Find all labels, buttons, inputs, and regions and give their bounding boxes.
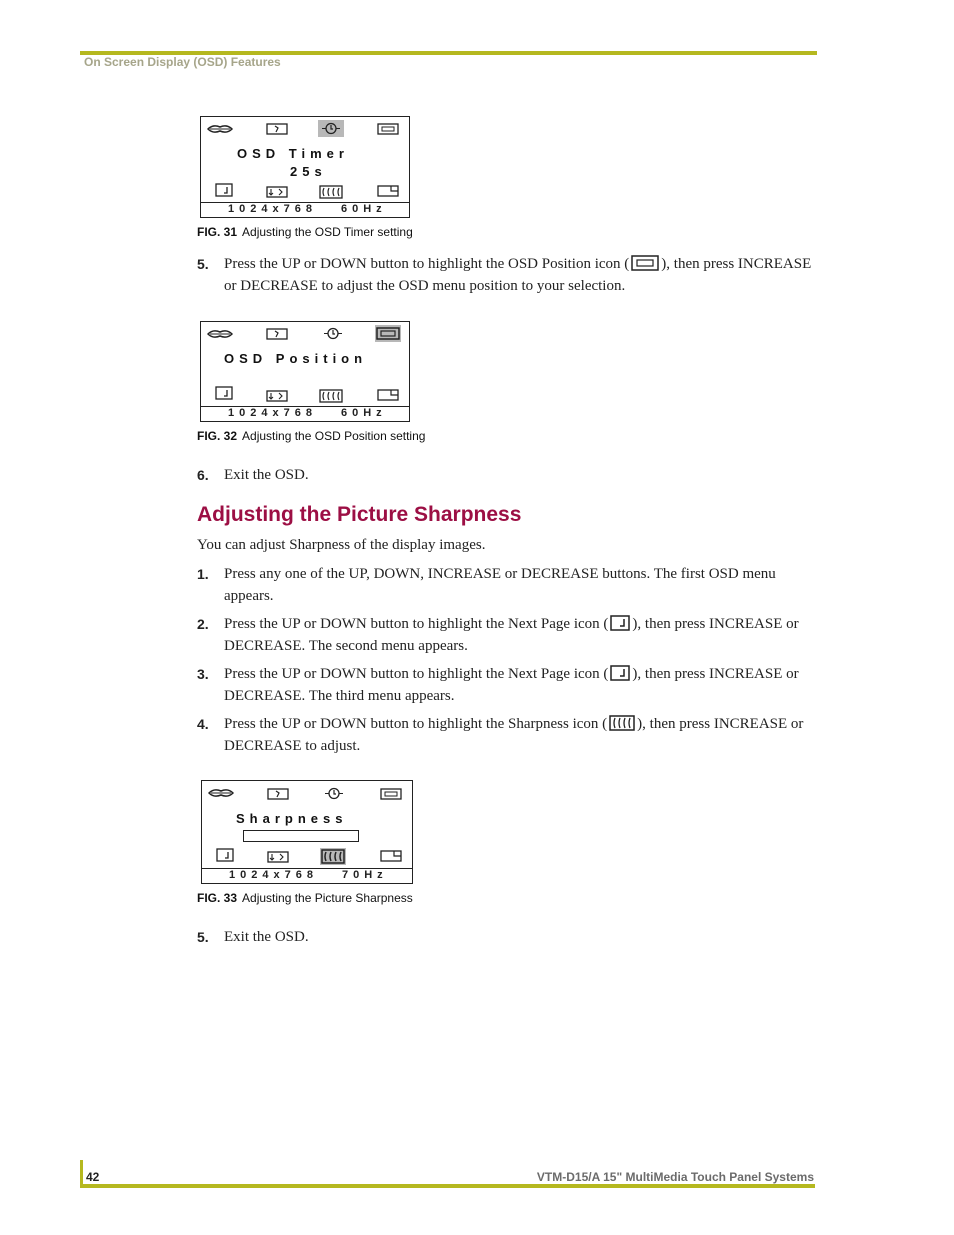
step-text: Exit the OSD. <box>224 929 309 945</box>
osd-value: 25s <box>290 164 327 179</box>
step-text: Press any one of the UP, DOWN, INCREASE or DECREASE buttons. The first OSD menu appears. <box>224 566 776 604</box>
input-select-icon <box>267 851 289 863</box>
step-item <box>197 663 817 707</box>
timer-icon <box>322 326 344 341</box>
osd-title: Sharpness <box>236 811 348 826</box>
status-bar <box>201 406 409 421</box>
step-text: ), then press INCREASE or DECREASE. The third menu appears. <box>224 666 799 704</box>
resolution-text: 1024x768 <box>228 203 317 215</box>
sharpness-icon <box>320 848 346 865</box>
status-bar <box>201 202 409 217</box>
next-page-icon <box>610 614 630 631</box>
step-text: Press the UP or DOWN button to highlight the Next Page icon ( <box>224 666 609 682</box>
step-text: Exit the OSD. <box>224 467 309 483</box>
running-header: On Screen Display (OSD) Features <box>84 55 281 69</box>
step-number: 5. <box>197 929 209 945</box>
step-number: 5. <box>197 256 209 272</box>
page-corner-icon <box>377 389 399 401</box>
sharpness-icon <box>609 715 635 731</box>
footer-title: VTM-D15/A 15" MultiMedia Touch Panel Systems <box>536 1170 814 1184</box>
step-item <box>197 926 817 948</box>
timer-icon <box>318 120 344 137</box>
figure-caption <box>197 891 413 905</box>
refresh-text: 70Hz <box>342 869 388 881</box>
step-number: 6. <box>197 467 209 483</box>
input-select-icon <box>266 186 288 198</box>
sharpness-icon <box>319 389 343 403</box>
osd-timer-figure <box>200 116 410 218</box>
step-item <box>197 563 817 607</box>
step-item <box>197 253 817 297</box>
osd-position-figure <box>200 321 410 422</box>
resolution-text: 1024x768 <box>228 407 317 419</box>
intro-paragraph: You can adjust Sharpness of the display images. <box>197 537 486 553</box>
next-page-icon <box>215 386 233 400</box>
section-heading: Adjusting the Picture Sharpness <box>197 503 522 526</box>
step-number: 2. <box>197 616 209 632</box>
step-number: 1. <box>197 566 209 582</box>
step-number: 3. <box>197 666 209 682</box>
step-item <box>197 613 817 657</box>
lips-icon <box>207 123 233 135</box>
caption-number: FIG. 32 <box>197 429 238 443</box>
osd-sharpness-figure <box>201 780 413 884</box>
caption-text: Adjusting the OSD Timer setting <box>242 225 413 239</box>
status-bar <box>202 868 412 883</box>
step-text: ), then press INCREASE or DECREASE to adjust. <box>224 716 804 754</box>
figure-caption <box>197 225 413 239</box>
osd-title: OSD Timer <box>237 146 349 161</box>
caption-number: FIG. 33 <box>197 891 238 905</box>
sharpness-slider-bar <box>243 830 359 842</box>
next-page-icon <box>216 848 234 862</box>
step-text: Press the UP or DOWN button to highlight the Next Page icon ( <box>224 616 609 632</box>
sharpness-icon <box>319 185 343 199</box>
step-text: Press the UP or DOWN button to highlight the Sharpness icon ( <box>224 716 608 732</box>
next-page-icon <box>215 183 233 197</box>
osd-title: OSD Position <box>224 351 368 366</box>
step-number: 4. <box>197 716 209 732</box>
caption-text: Adjusting the Picture Sharpness <box>242 891 413 905</box>
step-item <box>197 713 817 757</box>
footer-rule <box>80 1184 815 1188</box>
refresh-text: 60Hz <box>341 407 387 419</box>
step-text: ), then press INCREASE or DECREASE to adjust the OSD menu position to your selection. <box>224 256 812 294</box>
lips-icon <box>207 328 233 340</box>
osd-position-icon <box>631 255 659 271</box>
next-page-icon <box>610 664 630 681</box>
step-item <box>197 464 817 486</box>
step-text: ), then press INCREASE or DECREASE. The second menu appears. <box>224 616 799 654</box>
reset-icon <box>266 328 288 340</box>
refresh-text: 60Hz <box>341 203 387 215</box>
caption-text: Adjusting the OSD Position setting <box>242 429 426 443</box>
reset-icon <box>266 123 288 135</box>
step-text: Press the UP or DOWN button to highlight the OSD Position icon ( <box>224 256 630 272</box>
page-corner-icon <box>380 850 402 862</box>
lips-icon <box>208 787 234 799</box>
resolution-text: 1024x768 <box>229 869 318 881</box>
page-number: 42 <box>86 1170 100 1184</box>
page-corner-icon <box>377 185 399 197</box>
osd-position-icon <box>380 788 402 800</box>
input-select-icon <box>266 390 288 402</box>
timer-icon <box>323 786 345 801</box>
caption-number: FIG. 31 <box>197 225 238 239</box>
osd-position-icon <box>377 123 399 135</box>
reset-icon <box>267 788 289 800</box>
figure-caption <box>197 429 425 443</box>
osd-position-icon <box>375 325 401 342</box>
